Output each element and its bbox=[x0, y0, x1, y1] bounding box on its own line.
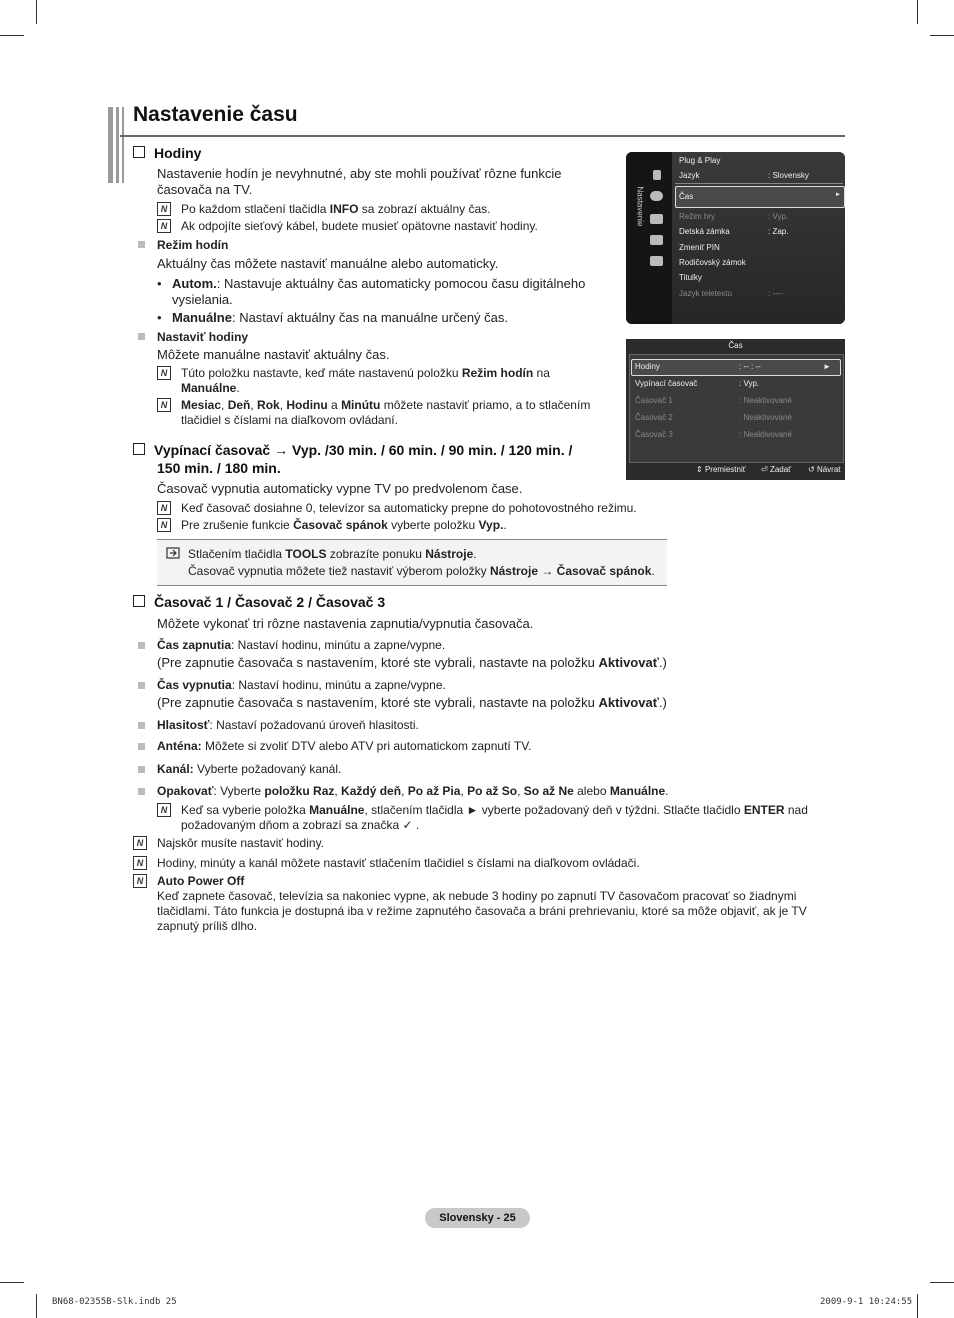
crop-mark bbox=[36, 1294, 37, 1318]
gear-icon bbox=[650, 191, 663, 201]
tv-cas-item[interactable]: Vypínací časovač : Vyp. bbox=[635, 379, 760, 388]
bullet-dot: • bbox=[157, 276, 162, 291]
crop-mark bbox=[917, 1294, 918, 1318]
item-cas-vypnutia-note: (Pre zapnutie časovača s nastavením, ktoré ste vybrali, nastavte na položku Aktivovať.) bbox=[157, 695, 667, 710]
page-number-badge: Slovensky - 25 bbox=[425, 1208, 530, 1228]
tools-line-2: Časovač vypnutia môžete tiež nastaviť výberom položky Nástroje → Časovač spánok. bbox=[188, 564, 655, 578]
tv-cas-title: Čas bbox=[728, 341, 743, 350]
footer-move: ⇕ Premiestniť bbox=[696, 465, 746, 474]
tv-menu-item[interactable]: Plug & Play bbox=[679, 156, 721, 165]
tv-cas-item[interactable]: Časovač 3 : Neaktivované bbox=[635, 430, 792, 439]
print-footer-left: BN68-02355B-Slk.indb 25 bbox=[52, 1297, 177, 1307]
tv-cas-item[interactable]: Časovač 2 : Neaktivované bbox=[635, 413, 792, 422]
square-bullet-icon bbox=[138, 241, 145, 248]
note-icon: N bbox=[133, 836, 147, 850]
nastavit-hodiny-label: Nastaviť hodiny bbox=[157, 330, 249, 344]
note-icon: N bbox=[133, 874, 147, 888]
tools-line-1: Stlačením tlačidla TOOLS zobrazíte ponuku Nástroje. bbox=[188, 547, 477, 561]
note-set-clock: Najskôr musíte nastaviť hodiny. bbox=[157, 836, 325, 850]
note-cancel-sleep: Pre zrušenie funkcie Časovač spánok vyberte položku Vyp.. bbox=[181, 518, 507, 532]
nastavit-hodiny-text: Môžete manuálne nastaviť aktuálny čas. bbox=[157, 347, 390, 362]
square-bullet-icon bbox=[138, 682, 145, 689]
divider bbox=[675, 183, 843, 184]
footer-return: ↺ Návrat bbox=[808, 465, 841, 474]
page-title: Nastavenie času bbox=[133, 103, 298, 126]
picture-icon bbox=[653, 170, 661, 180]
bullet-dot: • bbox=[157, 310, 162, 325]
tv-menu-item[interactable]: Detská zámka : Zap. bbox=[679, 227, 789, 236]
crop-mark bbox=[930, 1282, 954, 1283]
auto-power-off-label: Auto Power Off bbox=[157, 874, 245, 888]
square-bullet-icon bbox=[138, 642, 145, 649]
note-icon: N bbox=[157, 219, 171, 233]
checkbox-bullet-icon bbox=[133, 443, 145, 455]
item-cas-zapnutia-note: (Pre zapnutie časovača s nastavením, ktoré ste vybrali, nastavte na položku Aktivovať.) bbox=[157, 655, 667, 670]
square-bullet-icon bbox=[138, 333, 145, 340]
bullet-autom: Autom.: Nastavuje aktuálny čas automaticky pomocou času digitálneho bbox=[172, 276, 586, 291]
bullet-manualne: Manuálne: Nastaví aktuálny čas na manuálne určený čas. bbox=[172, 310, 509, 325]
item-cas-zapnutia: Čas zapnutia: Nastaví hodinu, minútu a zapne/vypne. bbox=[157, 638, 446, 652]
note-mesiac: Mesiac, Deň, Rok, Hodinu a Minútu môžete nastaviť priamo, a to stlačením tlačidiel s číslami na diaľkovom ovládaní. bbox=[181, 398, 591, 427]
crop-mark bbox=[0, 1282, 24, 1283]
tv-menu-item[interactable]: Režim hry : Vyp. bbox=[679, 212, 789, 221]
tv-menu-item-selected[interactable]: Čas ► bbox=[679, 192, 841, 201]
note-icon: N bbox=[133, 856, 147, 870]
note-icon: N bbox=[157, 518, 171, 532]
item-antena: Anténa: Môžete si zvoliť DTV alebo ATV pri automatickom zapnutí TV. bbox=[157, 739, 532, 753]
square-bullet-icon bbox=[138, 766, 145, 773]
square-bullet-icon bbox=[138, 743, 145, 750]
item-cas-vypnutia: Čas vypnutia: Nastaví hodinu, minútu a zapne/vypne. bbox=[157, 678, 446, 692]
note-standby: Keď časovač dosiahne 0, televízor sa automaticky prepne do pohotovostného režimu. bbox=[181, 501, 637, 515]
tv-cas-menu bbox=[626, 339, 845, 480]
section-heading-text: Hodiny bbox=[154, 145, 202, 161]
note-power-cable: Ak odpojíte sieťový kábel, budete musieť opätovne nastaviť hodiny. bbox=[181, 219, 538, 233]
input-icon bbox=[650, 214, 663, 224]
tv-menu-item[interactable]: Jazyk teletextu : ---- bbox=[679, 289, 784, 298]
vypinaci-text: Časovač vypnutia automaticky vypne TV po predvolenom čase. bbox=[157, 481, 523, 496]
tv-menu-side-label: Nastavenie bbox=[635, 186, 645, 227]
crop-mark bbox=[917, 0, 918, 24]
note-icon: N bbox=[157, 398, 171, 412]
note-numbers: Hodiny, minúty a kanál môžete nastaviť stlačením tlačidiel s číslami na diaľkovom ovládači. bbox=[157, 856, 640, 870]
crop-mark bbox=[930, 35, 954, 36]
crop-mark bbox=[36, 0, 37, 24]
auto-power-off-text-2: tlačidlami. Táto funkcia je dostupná iba v režime zapnutého časovača a bráni prehrievaniu, ktoré sa môže objaviť, ak je TV bbox=[157, 904, 807, 918]
note-icon: N bbox=[157, 202, 171, 216]
application-icon bbox=[650, 235, 663, 245]
print-footer-right: 2009-9-1 10:24:55 bbox=[820, 1297, 913, 1307]
tv-cas-item-selected[interactable]: Hodiny : -- : -- ► bbox=[635, 362, 831, 371]
item-opakovat: Opakovať: Vyberte položku Raz, Každý deň, Po až Pia, Po až So, So až Ne alebo Manuálne. bbox=[157, 784, 669, 798]
note-rezim: Túto položku nastavte, keď máte nastavenú položku Režim hodín na Manuálne. bbox=[181, 366, 550, 395]
section-heading-hodiny bbox=[133, 145, 201, 161]
note-manualne-enter: Keď sa vyberie položka Manuálne, stlačením tlačidla ► vyberte požadovaný deň v týždni. Stlačte tlačidlo ENTER nad požadovaným dňom a zobrazí sa značka ✓ . bbox=[181, 803, 808, 832]
rezim-hodin-label: Režim hodín bbox=[157, 238, 229, 252]
return-icon: ↺ bbox=[808, 465, 817, 474]
move-arrows-icon: ⇕ bbox=[696, 465, 705, 474]
checkbox-bullet-icon bbox=[133, 595, 145, 607]
enter-icon: ⏎ bbox=[761, 465, 770, 474]
title-rule bbox=[120, 135, 845, 137]
support-icon bbox=[650, 256, 663, 266]
note-icon: N bbox=[157, 803, 171, 817]
square-bullet-icon bbox=[138, 722, 145, 729]
auto-power-off-text-1: Keď zapnete časovač, televízia sa nakoniec vypne, ak nebude 3 hodiny po zapnutí TV časovačom pracovať so žiadnymi bbox=[157, 889, 797, 903]
tv-settings-menu bbox=[626, 152, 845, 324]
tools-note-box bbox=[157, 539, 667, 586]
tv-menu-item[interactable]: Zmeniť PIN bbox=[679, 243, 720, 252]
section-heading-vypinaci: Vypínací časovač → Vyp. /30 min. / 60 min. / 90 min. / 120 min. / bbox=[133, 442, 572, 458]
square-bullet-icon bbox=[138, 788, 145, 795]
rezim-hodin-text: Aktuálny čas môžete nastaviť manuálne alebo automaticky. bbox=[157, 256, 499, 271]
auto-power-off-text-3: zapnutý príliš dlho. bbox=[157, 919, 258, 933]
checkbox-bullet-icon bbox=[133, 146, 145, 158]
section-heading-casovac: Časovač 1 / Časovač 2 / Časovač 3 bbox=[133, 594, 385, 610]
note-icon: N bbox=[157, 366, 171, 380]
note-info: Po každom stlačení tlačidla INFO sa zobrazí aktuálny čas. bbox=[181, 202, 491, 216]
tv-menu-sidebar bbox=[626, 152, 672, 324]
casovac-text: Môžete vykonať tri rôzne nastavenia zapnutia/vypnutia časovača. bbox=[157, 616, 534, 631]
footer-enter: ⏎ Zadať bbox=[761, 465, 792, 474]
tv-menu-item[interactable]: Titulky bbox=[679, 273, 702, 282]
item-kanal: Kanál: Vyberte požadovaný kanál. bbox=[157, 762, 342, 776]
item-hlasitost: Hlasitosť: Nastaví požadovanú úroveň hlasitosti. bbox=[157, 718, 419, 732]
tv-menu-item[interactable]: Rodičovský zámok bbox=[679, 258, 746, 267]
tv-menu-item[interactable]: Jazyk : Slovensky bbox=[679, 171, 809, 180]
crop-mark bbox=[0, 35, 24, 36]
right-arrow-icon: ► bbox=[823, 362, 831, 371]
note-icon: N bbox=[157, 501, 171, 515]
bullet-autom-cont: vysielania. bbox=[172, 292, 233, 307]
tools-icon bbox=[166, 547, 180, 559]
section-heading-vypinaci-cont: 150 min. / 180 min. bbox=[157, 460, 281, 476]
tv-cas-item[interactable]: Časovač 1 : Neaktivované bbox=[635, 396, 792, 405]
hodiny-intro: Nastavenie hodín je nevyhnutné, aby ste mohli používať rôzne funkcie časovača na TV. bbox=[157, 166, 562, 197]
